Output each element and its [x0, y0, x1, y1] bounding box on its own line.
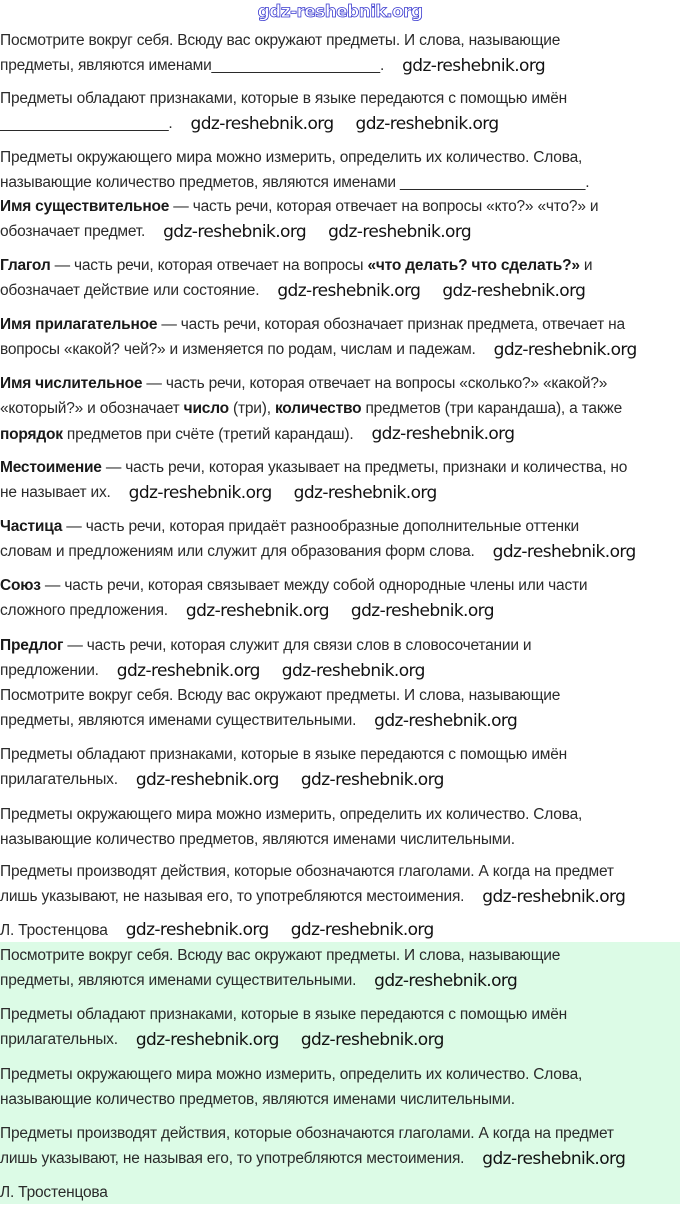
watermark: gdz-reshebnik.org [374, 710, 518, 731]
watermark: gdz-reshebnik.org [277, 280, 421, 301]
watermark: gdz-reshebnik.org [482, 886, 626, 907]
watermark: gdz-reshebnik.org [128, 482, 272, 503]
paragraph-line [0, 802, 582, 827]
text-segment: предметы, являются именами____________________. [0, 57, 385, 75]
text-segment: сложного предложения. [0, 602, 168, 620]
paragraph-line [0, 145, 582, 170]
paragraph-line [0, 633, 531, 658]
text-segment: Предметы обладают признаками, которые в языке передаются с помощью имён [0, 1005, 568, 1023]
watermark: gdz-reshebnik.org [135, 1029, 279, 1050]
text-segment: Посмотрите вокруг себя. Всюду вас окружают предметы. И слова, называющие [0, 31, 561, 49]
watermark: gdz-reshebnik.org [492, 541, 636, 562]
text-segment: — часть речи, которая обозначает признак предмета, отвечает на [157, 315, 625, 333]
watermark: gdz-reshebnik.org [482, 1148, 626, 1169]
watermark: gdz-reshebnik.org [300, 769, 444, 790]
text-segment: не называет их. [0, 484, 111, 502]
paragraph-line [0, 371, 607, 396]
watermark: gdz-reshebnik.org [374, 970, 518, 991]
watermark: gdz-reshebnik.org [371, 424, 515, 445]
paragraph-line [0, 859, 614, 884]
text-segment: называющие количество предметов, являются именами ______________________. [0, 174, 590, 192]
paragraph-line [0, 658, 99, 683]
text-segment: Предметы производят действия, которые обозначаются глаголами. А когда на предмет [0, 1124, 614, 1142]
paragraph-line [0, 337, 476, 362]
text-segment: лишь указывают, не называя его, то употребляются местоимения. [0, 1150, 465, 1168]
paragraph-line [0, 573, 587, 598]
paragraph-line [0, 219, 145, 244]
text-segment: Предметы окружающего мира можно измерить, определить их количество. Слова, [0, 805, 583, 823]
paragraph-line [0, 253, 592, 278]
text-segment: (три), [228, 400, 275, 418]
term-bold: Союз [0, 576, 41, 594]
text-segment: Л. Тростенцова [0, 921, 108, 939]
text-segment: — часть речи, которая указывает на предметы, признаки и количества, но [101, 458, 628, 476]
paragraph-line [0, 708, 356, 733]
paragraph-line [0, 827, 515, 852]
watermark: gdz-reshebnik.org [116, 660, 260, 681]
text-segment: — часть речи, которая связывает между собой однородные члены или части [40, 576, 588, 594]
paragraph-line [0, 86, 567, 111]
paragraph-line [0, 943, 560, 968]
paragraph-line [0, 683, 560, 708]
text-segment: обозначает предмет. [0, 223, 146, 241]
text-segment: вопросы «какой? чей?» и изменяется по родам, числам и падежам. [0, 341, 476, 359]
paragraph-line [0, 1027, 118, 1052]
watermark: gdz-reshebnik.org [293, 482, 437, 503]
paragraph-line [0, 1062, 582, 1087]
text-segment: Предметы окружающего мира можно измерить, определить их количество. Слова, [0, 1065, 583, 1083]
paragraph-line [0, 455, 627, 480]
term-bold: Местоимение [0, 458, 102, 476]
text-segment: «который?» и обозначает [0, 400, 184, 418]
text-segment: прилагательных. [0, 1031, 118, 1049]
text-segment: словам и предложениям или служит для образования форм слова. [0, 543, 475, 561]
text-segment: называющие количество предметов, являются именами числительными. [0, 1091, 515, 1109]
text-segment: лишь указывают, не называя его, то употребляются местоимения. [0, 888, 465, 906]
watermark: gdz-reshebnik.org [185, 600, 329, 621]
paragraph-line [0, 312, 625, 337]
term-bold: Имя прилагательное [0, 315, 158, 333]
paragraph-line [0, 1180, 108, 1205]
paragraph-line [0, 742, 567, 767]
text-segment: называющие количество предметов, являются именами числительными. [0, 831, 515, 849]
text-segment: прилагательных. [0, 771, 118, 789]
term-bold: количество [274, 400, 362, 418]
paragraph-line [0, 1146, 464, 1171]
text-segment: Предметы обладают признаками, которые в языке передаются с помощью имён [0, 745, 568, 763]
paragraph-line [0, 278, 259, 303]
watermark: gdz-reshebnik.org [135, 769, 279, 790]
term-bold: порядок [0, 425, 63, 443]
watermark: gdz-reshebnik.org [300, 1029, 444, 1050]
header-watermark: gdz-reshebnik.org [257, 2, 423, 22]
paragraph-line [0, 968, 356, 993]
term-bold: Предлог [0, 636, 64, 654]
text-segment: — часть речи, которая отвечает на вопросы «кто?» «что?» и [169, 197, 599, 215]
text-segment: предложении. [0, 662, 99, 680]
text-segment: Предметы обладают признаками, которые в языке передаются с помощью имён [0, 89, 568, 107]
text-segment: и [579, 256, 593, 274]
term-bold: Имя существительное [0, 197, 170, 215]
watermark: gdz-reshebnik.org [442, 280, 586, 301]
paragraph-line [0, 1121, 614, 1146]
paragraph-line [0, 111, 173, 136]
text-segment: Предметы производят действия, которые обозначаются глаголами. А когда на предмет [0, 862, 614, 880]
watermark: gdz-reshebnik.org [190, 113, 334, 134]
term-bold: число [183, 400, 229, 418]
watermark: gdz-reshebnik.org [493, 339, 637, 360]
text-segment: — часть речи, которая отвечает на вопросы «сколько?» «какой?» [142, 374, 608, 392]
term-bold: «что делать? что сделать?» [367, 256, 580, 274]
text-segment: ____________________. [0, 115, 173, 133]
text-segment: предметов (три карандаша), а также [361, 400, 622, 418]
text-segment: Посмотрите вокруг себя. Всюду вас окружают предметы. И слова, называющие [0, 686, 561, 704]
watermark: gdz-reshebnik.org [281, 660, 425, 681]
paragraph-line [0, 28, 560, 53]
term-bold: Глагол [0, 256, 51, 274]
paragraph-line [0, 884, 464, 909]
watermark: gdz-reshebnik.org [402, 55, 546, 76]
paragraph-line [0, 1087, 515, 1112]
paragraph-line [0, 514, 579, 539]
watermark: gdz-reshebnik.org [290, 920, 434, 940]
text-segment: обозначает действие или состояние. [0, 282, 260, 300]
text-segment: Посмотрите вокруг себя. Всюду вас окружают предметы. И слова, называющие [0, 946, 561, 964]
paragraph-line [0, 918, 108, 943]
paragraph-line [0, 194, 598, 219]
text-segment: предметы, являются именами существительными. [0, 712, 357, 730]
paragraph-line [0, 539, 475, 564]
watermark: gdz-reshebnik.org [328, 221, 472, 242]
paragraph-line [0, 767, 118, 792]
paragraph-line [0, 422, 353, 447]
term-bold: Частица [0, 517, 63, 535]
text-segment: — часть речи, которая отвечает на вопросы [50, 256, 368, 274]
text-segment: Л. Тростенцова [0, 1183, 108, 1201]
paragraph-line [0, 480, 111, 505]
watermark: gdz-reshebnik.org [355, 113, 499, 134]
text-segment: — часть речи, которая служит для связи слов в словосочетании и [63, 636, 532, 654]
term-bold: Имя числительное [0, 374, 143, 392]
paragraph-line [0, 396, 622, 421]
text-segment: Предметы окружающего мира можно измерить, определить их количество. Слова, [0, 148, 583, 166]
text-segment: — часть речи, которая придаёт разнообразные дополнительные оттенки [62, 517, 579, 535]
watermark: gdz-reshebnik.org [350, 600, 494, 621]
watermark: gdz-reshebnik.org [125, 920, 269, 940]
paragraph-line [0, 1002, 567, 1027]
paragraph-line [0, 53, 384, 78]
text-segment: предметы, являются именами существительными. [0, 972, 357, 990]
paragraph-line [0, 170, 589, 195]
watermark: gdz-reshebnik.org [163, 221, 307, 242]
paragraph-line [0, 598, 168, 623]
text-segment: предметов при счёте (третий карандаш). [62, 425, 354, 443]
